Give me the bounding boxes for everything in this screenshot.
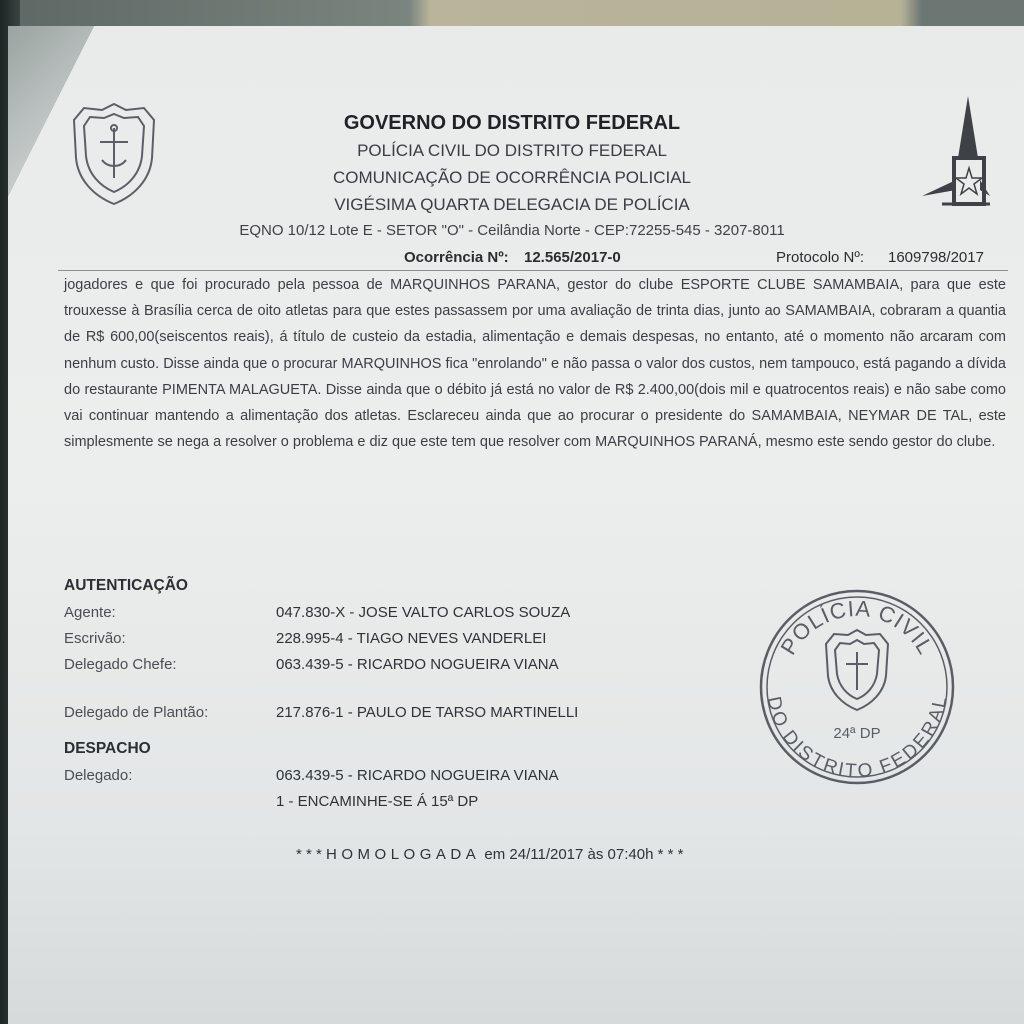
police-stamp [756, 586, 958, 788]
homologada-line [296, 846, 683, 863]
delegado-plantao-label: Delegado de Plantão: [64, 704, 209, 721]
escrivao-label: Escrivão: [64, 630, 126, 647]
homologada-prefix: * * * [296, 846, 322, 863]
header-title: GOVERNO DO DISTRITO FEDERAL [343, 112, 681, 134]
stamp-bottom-text: DO DISTRITO FEDERAL [762, 694, 952, 783]
despacho-heading: DESPACHO [64, 740, 151, 757]
stamp-center-text: 24ª DP [833, 725, 881, 742]
brasilia-emblem-icon [920, 92, 992, 220]
header-precinct: VIGÉSIMA QUARTA DELEGACIA DE POLÍCIA [334, 195, 690, 214]
delegado-chefe-label: Delegado Chefe: [64, 656, 177, 673]
header-address: EQNO 10/12 Lote E - SETOR "O" - Ceilândia Norte - CEP:72255-545 - 3207-8011 [239, 222, 785, 239]
despacho-instruction: 1 - ENCAMINHE-SE Á 15ª DP [276, 793, 479, 810]
delegado-plantao-value: 217.876-1 - PAULO DE TARSO MARTINELLI [276, 704, 579, 721]
ocorrencia-label: Ocorrência Nº: [404, 249, 509, 266]
homologada-suffix: em 24/11/2017 às 07:40h * * * [484, 846, 684, 863]
protocolo-number: 1609798/2017 [888, 249, 984, 266]
homologada-word: HOMOLOGADA [326, 846, 481, 863]
report-narrative: jogadores e que foi procurado pela pessoa de MARQUINHOS PARANA, gestor do clube ESPORTE CLUBE SAMAMBAIA, para que este trouxesse à Brasília cerca de oito atletas para que estes passassem por uma avaliação de trinta dias, junto ao SAMAMBAIA, cobraram a quantia de R$ 600,00(seiscentos reais), á título de custeio da estadia, alimentação e demais despesas, no entanto, até o momento não arcaram com nenhum custo. Disse ainda que o procurar MARQUINHOS fica "enrolando" e não passa o valor dos custos, nem tampouco, está pagando a dívida do restaurante PIMENTA MALAGUETA. Disse ainda que o débito já está no valor de R$ 2.400,00(dois mil e quatrocentos reais) e não sabe como vai continuar mantendo a alimentação dos atletas. Esclareceu ainda que ao procurar o presidente do SAMAMBAIA, NEYMAR DE TAL, este simplesmente se nega a resolver o problema e diz que este tem que resolver com MARQUINHOS PARANÁ, mesmo este sendo gestor do clube. [64, 277, 1006, 451]
pcdf-badge-icon [66, 98, 162, 210]
despacho-delegado-label: Delegado: [64, 767, 133, 784]
stamp-top-text: POLÍCIA CIVIL [775, 595, 939, 659]
stamp-badge-icon [826, 630, 888, 710]
header-divider [58, 270, 1008, 271]
despacho-delegado-value: 063.439-5 - RICARDO NOGUEIRA VIANA [276, 767, 559, 784]
header-police-name: POLÍCIA CIVIL DO DISTRITO FEDERAL [357, 141, 667, 160]
protocolo-label: Protocolo Nº: [776, 249, 865, 266]
header-document-type: COMUNICAÇÃO DE OCORRÊNCIA POLICIAL [332, 168, 691, 187]
svg-text:POLÍCIA CIVIL [775, 596, 938, 659]
escrivao-value: 228.995-4 - TIAGO NEVES VANDERLEI [276, 630, 547, 647]
delegado-chefe-value: 063.439-5 - RICARDO NOGUEIRA VIANA [276, 656, 559, 673]
agente-value: 047.830-X - JOSE VALTO CARLOS SOUZA [276, 604, 571, 621]
ocorrencia-number: 12.565/2017-0 [524, 249, 621, 266]
autenticacao-heading: AUTENTICAÇÃO [64, 577, 188, 594]
agente-label: Agente: [64, 604, 116, 621]
